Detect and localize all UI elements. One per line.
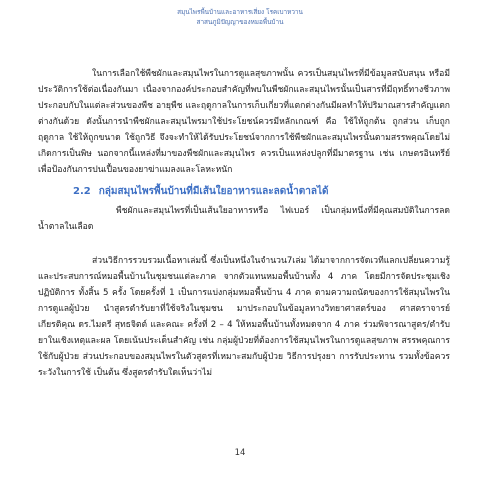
header-line-1: สมุนไพรพื้นบ้านและอาหารเสี่ยง โรคเบาหวาน <box>177 8 303 16</box>
running-header <box>0 7 480 27</box>
section-heading <box>73 184 329 199</box>
section-number: 2.2 <box>73 186 91 197</box>
paragraph-2: พืชผักและสมุนไพรที่เป็นเส้นใยอาหารหรือ ไฟเบอร์ เป็นกลุ่มหนึ่งที่มีคุณสมบัติในการลดน้ำตาลในเลือด <box>38 206 450 232</box>
header-line-2: สาสนภูมิปัญญาของหมอพื้นบ้าน <box>196 18 284 26</box>
paragraph-1: ในการเลือกใช้พืชผักและสมุนไพรในการดูแลสุขภาพนั้น ควรเป็นสมุนไพรที่มีข้อมูลสนับสนุน หรือมีประวัติการใช้ต่อเนื่องกันมา เนื่องจากองค์ประกอบสำคัญที่พบในพืชผักและสมุนไพรนั้นเป็นสารที่มีฤทธิ์ทางชีวภาพ ประกอบกับในแต่ละส่วนของพืช อายุพืช และฤดูกาลในการเก็บเกี่ยวที่แตกต่างกันมีผลทำให้ปริมาณสารสำคัญแตกต่างกันด้วย ดังนั้นการนำพืชผักและสมุนไพรมาใช้ประโยชน์ควรมีหลักเกณฑ์ คือ ใช้ให้ถูกต้น ถูกส่วน เก็บถูกฤดูกาล ใช้ให้ถูกขนาด ใช้ถูกวิธี จึงจะทำให้ได้รับประโยชน์จากการใช้พืชผักและสมุนไพรนั้นตามสรรพคุณโดยไม่เกิดการเป็นพิษ นอกจากนี้แหล่งที่มาของพืชผักและสมุนไพร ควรเป็นแหล่งปลูกที่มีมาตรฐาน เช่น เกษตรอินทรีย์ เพื่อป้องกันการปนเปื้อนของยาฆ่าแมลงและโลหะหนัก <box>38 69 450 175</box>
paragraph-3: ส่วนวิธีการรวบรวมเนื้อหาเล่มนี้ ซึ่งเป็นหนึ่งในจำนวน7เล่ม ได้มาจากการจัดเวทีแลกเปลี่ยนความรู้และประสบการณ์หมอพื้นบ้านในชุมชนแต่ละภาค จากตัวแทนหมอพื้นบ้านทั้ง 4 ภาค โดยมีการจัดประชุมเชิงปฏิบัติการ ทั้งสิ้น 5 ครั้ง โดยครั้งที่ 1 เป็นการแบ่งกลุ่มหมอพื้นบ้าน 4 ภาค ตามความถนัดของการใช้สมุนไพรในการดูแลผู้ป่วย นำสูตรตำรับยาที่ใช้จริงในชุมชน มาประกอบในข้อมูลทางวิทยาศาสตร์ของ ศาสตราจารย์เกียรติคุณ ดร.ไมตรี สุทธจิตต์ และคณะ ครั้งที่ 2 – 4 ให้หมอพื้นบ้านทั้งหมดจาก 4 ภาค ร่วมพิจารณาสูตร/ตำรับยาในเชิงเหตุและผล โดยเน้นประเด็นสำคัญ เช่น กลุ่มผู้ป่วยที่ต้องการใช้สมุนไพรในการดูแลสุขภาพ สรรพคุณการใช้กับผู้ป่วย ส่วนประกอบของสมุนไพรในตัวสูตรที่เหมาะสมกับผู้ป่วย วิธีการปรุงยา การรับประทาน รวมทั้งข้อควรระวังในการใช้ เป็นต้น ซึ่งสูตรตำรับใดเห็นว่าไม่ <box>38 256 450 378</box>
page-number: 14 <box>234 448 246 458</box>
section-title: กลุ่มสมุนไพรพื้นบ้านที่มีเส้นใยอาหารและลดน้ำตาลได้ <box>98 186 329 197</box>
